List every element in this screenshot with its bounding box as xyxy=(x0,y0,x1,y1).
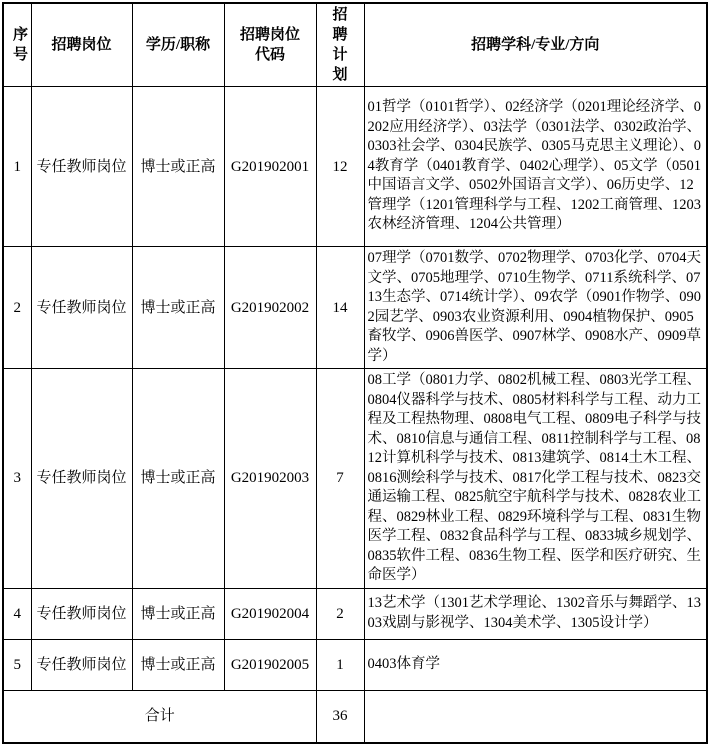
cell-serial-number: 2 xyxy=(3,247,31,369)
cell-plan-count: 7 xyxy=(316,369,364,589)
cell-position: 专任教师岗位 xyxy=(31,369,132,589)
cell-majors: 0403体育学 xyxy=(364,639,707,690)
table-row xyxy=(3,639,707,690)
table-header-row xyxy=(3,3,707,87)
cell-position-code: G201902001 xyxy=(224,87,316,247)
cell-plan-count: 12 xyxy=(316,87,364,247)
cell-position: 专任教师岗位 xyxy=(31,247,132,369)
cell-position: 专任教师岗位 xyxy=(31,588,132,639)
cell-plan-count: 1 xyxy=(316,639,364,690)
cell-majors: 08工学（0801力学、0802机械工程、0803光学工程、0804仪器科学与技术、0805材料科学与工程、动力工程及工程热物理、0808电气工程、0809电子科学与技术、0810信息与通信工程、0811控制科学与工程、0812计算机科学与技术、0813建筑学、0814土木工程、0816测绘科学与技术、0817化学工程与技术、0823交通运输工程、0825航空宇航科学与技术、0828农业工程、0829林业工程、0829环境科学与工程、0831生物医学工程、0832食品科学与工程、0833城乡规划学、0835软件工程、0836生物工程、医学和医疗研究、生命医学） xyxy=(364,369,707,589)
cell-majors: 07理学（0701数学、0702物理学、0703化学、0704天文学、0705地理学、0710生物学、0711系统科学、0713生态学、0714统计学）、09农学（0901作物学、0902园艺学、0903农业资源利用、0904植物保护、0905畜牧学、0906兽医学、0907林学、0908水产、0909草学） xyxy=(364,247,707,369)
cell-position-code: G201902005 xyxy=(224,639,316,690)
header-majors: 招聘学科/专业/方向 xyxy=(364,3,707,87)
cell-position-code: G201902002 xyxy=(224,247,316,369)
cell-position-code: G201902003 xyxy=(224,369,316,589)
cell-serial-number: 4 xyxy=(3,588,31,639)
cell-majors: 01哲学（0101哲学）、02经济学（0201理论经济学、0202应用经济学）、03法学（0301法学、0302政治学、0303社会学、0304民族学、0305马克思主义理论）、04教育学（0401教育学、0402心理学）、05文学（0501中国语言文学、0502外国语言文学）、06历史学、12管理学（1201管理科学与工程、1202工商管理、1203农林经济管理、1204公共管理） xyxy=(364,87,707,247)
cell-serial-number: 3 xyxy=(3,369,31,589)
table-total-row xyxy=(3,690,707,743)
cell-majors: 13艺术学（1301艺术学理论、1302音乐与舞蹈学、1303戏剧与影视学、1304美术学、1305设计学） xyxy=(364,588,707,639)
total-label: 合计 xyxy=(3,690,316,743)
table-row xyxy=(3,588,707,639)
total-plan-count: 36 xyxy=(316,690,364,743)
cell-qualification: 博士或正高 xyxy=(132,639,224,690)
cell-position: 专任教师岗位 xyxy=(31,87,132,247)
header-qualification: 学历/职称 xyxy=(132,3,224,87)
header-serial-number: 序号 xyxy=(3,3,31,87)
header-position: 招聘岗位 xyxy=(31,3,132,87)
cell-qualification: 博士或正高 xyxy=(132,588,224,639)
recruitment-positions-table xyxy=(2,2,708,744)
cell-qualification: 博士或正高 xyxy=(132,87,224,247)
cell-plan-count: 14 xyxy=(316,247,364,369)
cell-position: 专任教师岗位 xyxy=(31,639,132,690)
header-position-code: 招聘岗位代码 xyxy=(224,3,316,87)
cell-qualification: 博士或正高 xyxy=(132,369,224,589)
table-row xyxy=(3,247,707,369)
table-row xyxy=(3,369,707,589)
header-plan-count: 招聘计划 xyxy=(316,3,364,87)
table-row xyxy=(3,87,707,247)
cell-plan-count: 2 xyxy=(316,588,364,639)
cell-qualification: 博士或正高 xyxy=(132,247,224,369)
cell-serial-number: 1 xyxy=(3,87,31,247)
cell-serial-number: 5 xyxy=(3,639,31,690)
total-majors-empty-cell xyxy=(364,690,707,743)
cell-position-code: G201902004 xyxy=(224,588,316,639)
